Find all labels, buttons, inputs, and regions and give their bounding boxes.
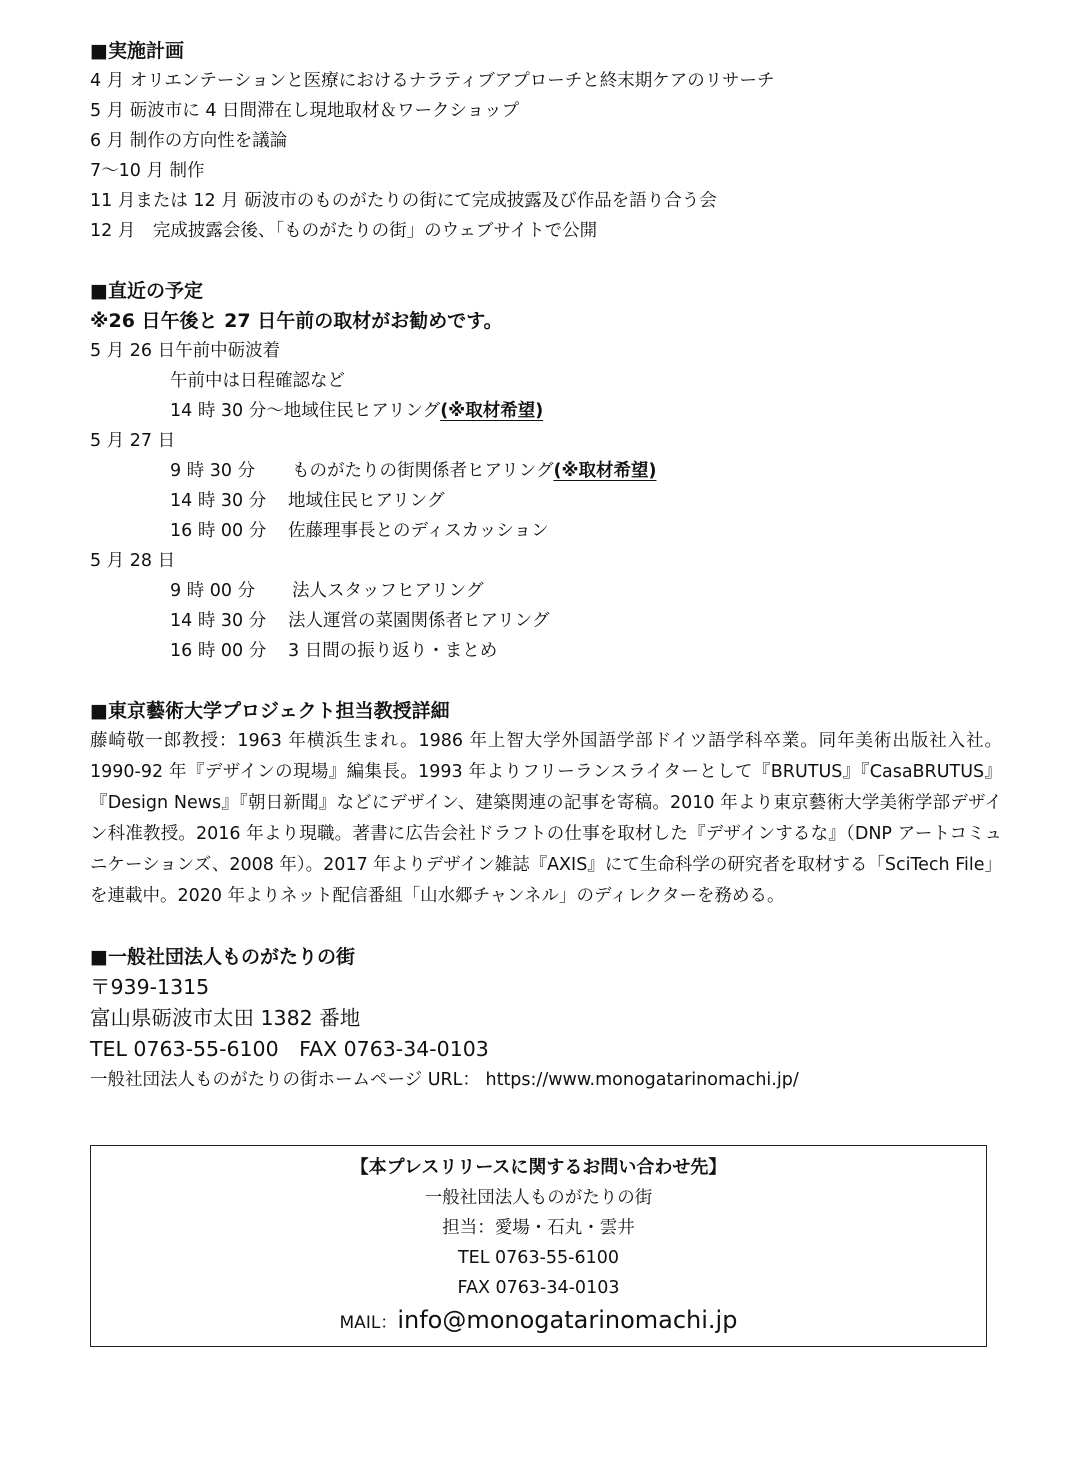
event-text: 佐藤理事長とのディスカッション — [288, 521, 549, 541]
event-text: 法人スタッフヒアリング — [292, 581, 484, 601]
professor-bio: 藤崎敬一郎教授：1963 年横浜生まれ。1986 年上智大学外国語学部ドイツ語学科卒業。同年美術出版社入社。1990-92 年『デザインの現場』編集長。1993 年よりフリーランスライターとして『BRUTUS』『CasaBRUTUS』『Design News』『朝日新聞』などにデザイン、建築関連の記事を寄稿。2010 年より東京藝術大学美術学部デザイン科准教授。2016 年より現職。著書に広告会社ドラフトの仕事を取材した『デザインするな』（DNP アートコミュニケーションズ、2008 年）。2017 年よりデザイン雑誌『AXIS』にて生命科学の研究者を取材する「SciTech File」を連載中。2020 年よりネット配信番組「山水郷チャンネル」のディレクターを務める。 — [90, 731, 1002, 906]
plan-item: 12 月 完成披露会後、「ものがたりの街」のウェブサイトで公開 — [90, 221, 598, 241]
day28-event — [90, 576, 1000, 606]
event-text: 地域住民ヒアリング — [288, 491, 445, 511]
press-release-page — [90, 36, 1000, 1095]
schedule-heading: ■直近の予定 — [90, 280, 203, 302]
day27-date: 5 月 27 日 — [90, 431, 176, 451]
day28-event — [90, 636, 1000, 666]
mail-label: MAIL： — [339, 1313, 398, 1333]
professor-heading: ■東京藝術大学プロジェクト担当教授詳細 — [90, 700, 450, 722]
address: 富山県砺波市太田 1382 番地 — [90, 1006, 361, 1030]
homepage-url: 一般社団法人ものがたりの街ホームページ URL： https://www.monogatarinomachi.jp/ — [90, 1070, 799, 1090]
plan-item: 7～10 月 制作 — [90, 161, 205, 181]
day27-event — [90, 486, 1000, 516]
contact-box — [90, 1145, 987, 1347]
mail-address-link[interactable]: info@monogatarinomachi.jp — [397, 1306, 738, 1334]
event-text: 3 日間の振り返り・まとめ — [288, 641, 498, 661]
contact-tel: TEL 0763-55-6100 — [457, 1248, 620, 1268]
event-time: 16 時 00 分 — [170, 521, 267, 541]
day28-date: 5 月 28 日 — [90, 551, 176, 571]
day26-line2-text: 14 時 30 分～地域住民ヒアリング — [170, 401, 441, 421]
event-text: ものがたりの街関係者ヒアリング — [292, 461, 554, 481]
plan-item: 6 月 制作の方向性を議論 — [90, 131, 288, 151]
postal-code: 〒939-1315 — [90, 975, 210, 999]
contact-fax: FAX 0763-34-0103 — [457, 1278, 620, 1298]
organization-heading: ■一般社団法人ものがたりの街 — [90, 946, 355, 968]
contact-persons: 担当：愛場・石丸・雲井 — [442, 1218, 635, 1238]
day26-line1: 午前中は日程確認など — [170, 371, 345, 391]
schedule-note: ※26 日午後と 27 日午前の取材がお勧めです。 — [90, 310, 503, 332]
day28-event — [90, 606, 1000, 636]
plan-item: 4 月 オリエンテーションと医療におけるナラティブアプローチと終末期ケアのリサーチ — [90, 71, 775, 91]
day26-line2 — [90, 396, 1000, 426]
plan-item: 11 月または 12 月 砺波市のものがたりの街にて完成披露及び作品を語り合う会 — [90, 191, 717, 211]
day27-event — [90, 456, 1000, 486]
plan-item: 5 月 砺波市に 4 日間滞在し現地取材＆ワークショップ — [90, 101, 520, 121]
event-text: 法人運営の菜園関係者ヒアリング — [288, 611, 550, 631]
event-time: 16 時 00 分 — [170, 641, 267, 661]
event-time: 9 時 30 分 — [170, 461, 256, 481]
day26-date: 5 月 26 日午前中砺波着 — [90, 341, 281, 361]
event-time: 9 時 00 分 — [170, 581, 256, 601]
plan-heading: ■実施計画 — [90, 40, 184, 62]
interview-request-mark: (※取材希望) — [440, 401, 544, 421]
contact-org: 一般社団法人ものがたりの街 — [424, 1188, 653, 1208]
day27-event — [90, 516, 1000, 546]
contact-title: 【本プレスリリースに関するお問い合わせ先】 — [350, 1157, 727, 1178]
event-time: 14 時 30 分 — [170, 491, 267, 511]
event-time: 14 時 30 分 — [170, 611, 267, 631]
interview-request-mark: (※取材希望) — [553, 461, 657, 481]
contact-mail — [91, 1303, 986, 1340]
phone-fax: TEL 0763-55-6100 FAX 0763-34-0103 — [90, 1037, 489, 1061]
